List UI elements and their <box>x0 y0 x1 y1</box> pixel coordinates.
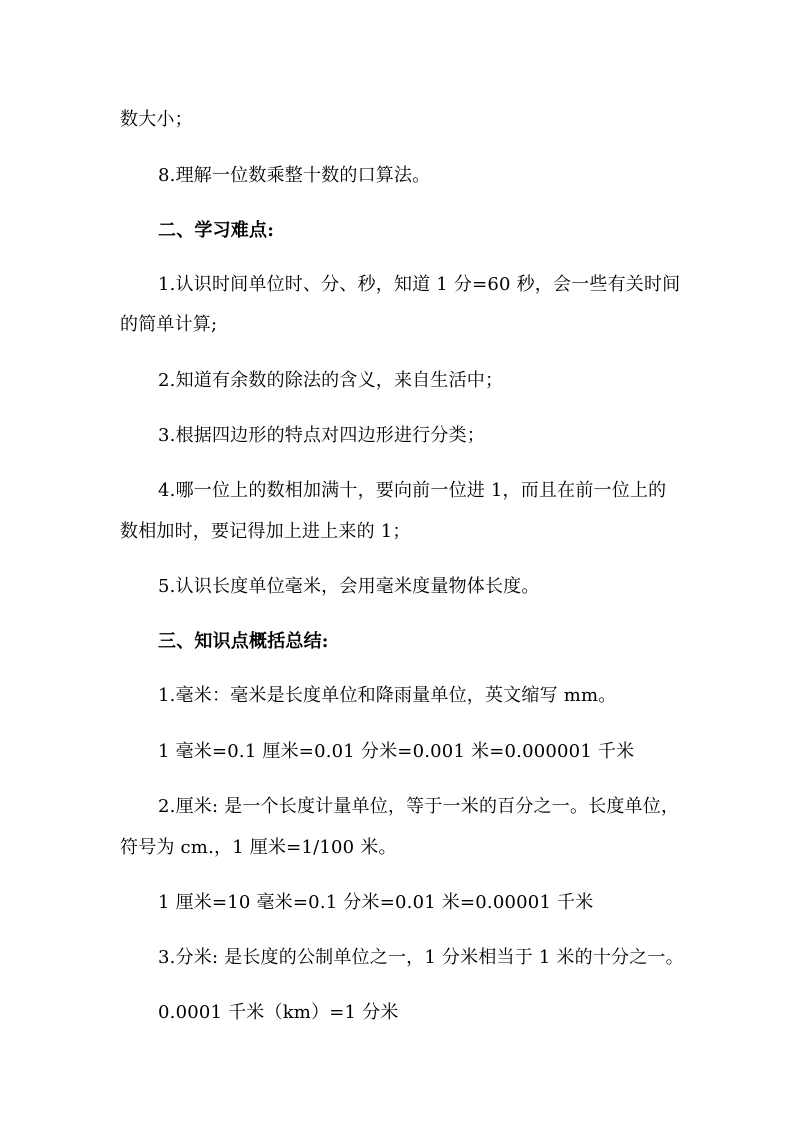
section-heading-difficulties: 二、学习难点: <box>158 220 275 241</box>
millimeter-conversion: 1 毫米=0.1 厘米=0.01 分米=0.001 米=0.000001 千米 <box>158 741 635 762</box>
summary-item-2-continuation: 符号为 cm.，1 厘米=1/100 米。 <box>120 837 397 858</box>
list-item-1: 1.认识时间单位时、分、秒，知道 1 分=60 秒，会一些有关时间 <box>158 274 681 295</box>
summary-item-1: 1.毫米：毫米是长度单位和降雨量单位，英文缩写 mm。 <box>158 685 617 706</box>
summary-item-3: 3.分米: 是长度的公制单位之一，1 分米相当于 1 米的十分之一。 <box>158 947 684 968</box>
list-item-3: 3.根据四边形的特点对四边形进行分类； <box>158 425 485 446</box>
section-heading-summary: 三、知识点概括总结: <box>158 631 329 652</box>
decimeter-conversion: 0.0001 千米（km）=1 分米 <box>158 1002 399 1023</box>
list-item-4: 4.哪一位上的数相加满十，要向前一位进 1，而且在前一位上的 <box>158 480 667 501</box>
list-item-5: 5.认识长度单位毫米，会用毫米度量物体长度。 <box>158 576 540 597</box>
summary-item-2: 2.厘米: 是一个长度计量单位，等于一米的百分之一。长度单位， <box>158 796 680 817</box>
text-line: 数大小； <box>120 109 193 130</box>
list-item-4-continuation: 数相加时，要记得加上进上来的 1； <box>120 521 411 542</box>
list-item-2: 2.知道有余数的除法的含义，来自生活中； <box>158 370 504 391</box>
centimeter-conversion: 1 厘米=10 毫米=0.1 分米=0.01 米=0.00001 千米 <box>158 892 594 913</box>
list-item-1-continuation: 的简单计算; <box>120 314 218 335</box>
list-item-8: 8.理解一位数乘整十数的口算法。 <box>158 165 431 186</box>
